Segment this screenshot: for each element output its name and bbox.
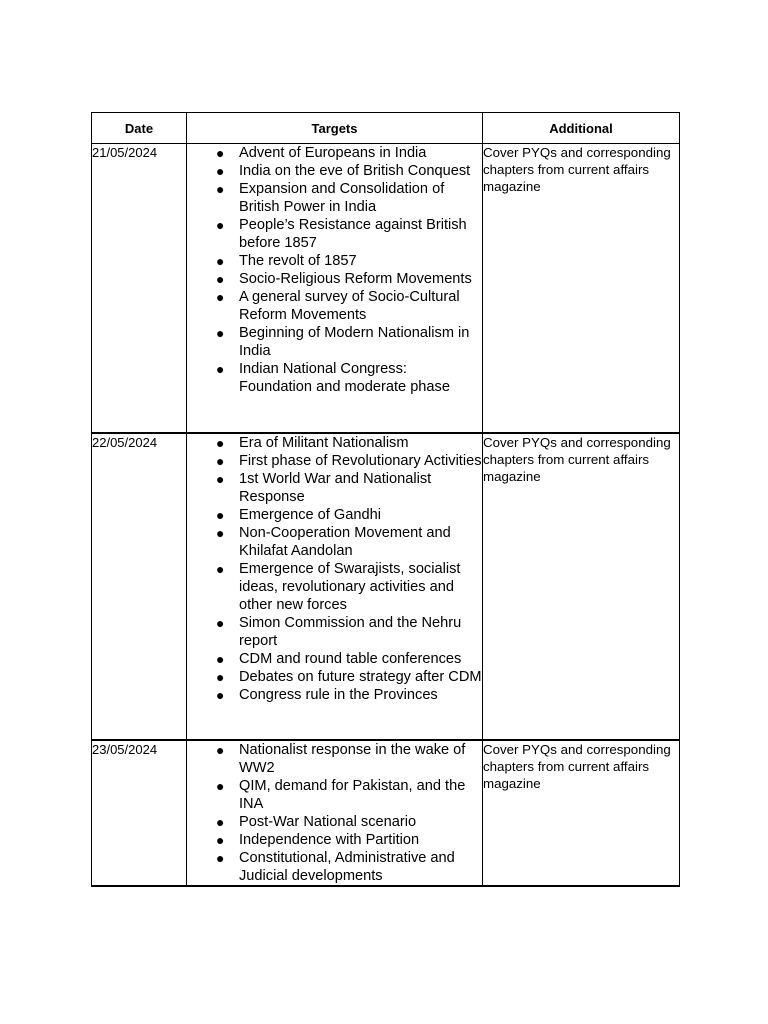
additional-column-header: Additional (483, 113, 680, 144)
target-item-label: First phase of Revolutionary Activities (239, 453, 482, 469)
target-item (187, 434, 482, 452)
target-item (187, 668, 482, 686)
target-item-label: QIM, demand for Pakistan, and the INA (239, 778, 466, 812)
bullet-icon: ● (216, 217, 225, 233)
bullet-icon: ● (216, 525, 225, 541)
target-item-label: Congress rule in the Provinces (239, 687, 438, 703)
table-header-row (92, 113, 680, 144)
bullet-icon: ● (216, 742, 225, 758)
target-item-label: A general survey of Socio-Cultural Reform Movements (239, 289, 460, 323)
target-item (187, 180, 482, 216)
target-item (187, 270, 482, 288)
bullet-icon: ● (216, 145, 225, 161)
table-row (92, 433, 680, 740)
target-item (187, 560, 482, 614)
additional-cell: Cover PYQs and corresponding chapters from current affairs magazine (483, 433, 680, 740)
target-item (187, 813, 482, 831)
bullet-icon: ● (216, 163, 225, 179)
target-item-label: The revolt of 1857 (239, 253, 357, 269)
target-item (187, 288, 482, 324)
target-item-label: Advent of Europeans in India (239, 145, 427, 161)
bullet-icon: ● (216, 507, 225, 523)
bullet-icon: ● (216, 615, 225, 631)
bullet-icon: ● (216, 832, 225, 848)
additional-cell: Cover PYQs and corresponding chapters from current affairs magazine (483, 740, 680, 886)
target-item-label: CDM and round table conferences (239, 651, 462, 667)
target-item-label: People’s Resistance against British before 1857 (239, 217, 467, 251)
target-item (187, 324, 482, 360)
targets-cell (187, 433, 483, 740)
bullet-icon: ● (216, 669, 225, 685)
target-item-label: Socio-Religious Reform Movements (239, 271, 472, 287)
bullet-icon: ● (216, 361, 225, 377)
study-plan-table (91, 112, 680, 887)
target-item (187, 252, 482, 270)
bullet-icon: ● (216, 778, 225, 794)
table-row (92, 740, 680, 886)
target-item (187, 614, 482, 650)
target-item (187, 216, 482, 252)
target-item-label: Non-Cooperation Movement and Khilafat Aandolan (239, 525, 451, 559)
bullet-icon: ● (216, 471, 225, 487)
bullet-icon: ● (216, 651, 225, 667)
target-item-label: Emergence of Swarajists, socialist ideas, revolutionary activities and other new forces (239, 561, 461, 613)
date-cell: 23/05/2024 (92, 740, 187, 886)
target-item-label: 1st World War and Nationalist Response (239, 471, 432, 505)
target-item (187, 506, 482, 524)
bullet-icon: ● (216, 325, 225, 341)
target-item (187, 849, 482, 885)
bullet-icon: ● (216, 561, 225, 577)
target-item-label: Emergence of Gandhi (239, 507, 381, 523)
target-item-label: Post-War National scenario (239, 814, 417, 830)
bullet-icon: ● (216, 289, 225, 305)
target-item (187, 144, 482, 162)
date-cell: 21/05/2024 (92, 144, 187, 434)
target-item-label: India on the eve of British Conquest (239, 163, 471, 179)
target-item (187, 162, 482, 180)
target-item (187, 831, 482, 849)
target-item (187, 470, 482, 506)
bullet-icon: ● (216, 435, 225, 451)
targets-list (187, 741, 482, 885)
target-item-label: Beginning of Modern Nationalism in India (239, 325, 470, 359)
bullet-icon: ● (216, 271, 225, 287)
bullet-icon: ● (216, 687, 225, 703)
target-item (187, 777, 482, 813)
table-row (92, 144, 680, 434)
bullet-icon: ● (216, 814, 225, 830)
target-item (187, 650, 482, 668)
target-item-label: Debates on future strategy after CDM (239, 669, 482, 685)
targets-cell (187, 740, 483, 886)
target-item-label: Simon Commission and the Nehru report (239, 615, 462, 649)
additional-cell: Cover PYQs and corresponding chapters from current affairs magazine (483, 144, 680, 434)
bullet-icon: ● (216, 253, 225, 269)
target-item (187, 452, 482, 470)
target-item-label: Nationalist response in the wake of WW2 (239, 742, 466, 776)
bullet-icon: ● (216, 181, 225, 197)
date-cell: 22/05/2024 (92, 433, 187, 740)
bullet-icon: ● (216, 850, 225, 866)
targets-cell (187, 144, 483, 434)
bullet-icon: ● (216, 453, 225, 469)
target-item (187, 360, 482, 396)
targets-list (187, 144, 482, 396)
date-column-header: Date (92, 113, 187, 144)
target-item (187, 524, 482, 560)
target-item-label: Independence with Partition (239, 832, 420, 848)
target-item-label: Constitutional, Administrative and Judicial developments (239, 850, 455, 884)
target-item-label: Expansion and Consolidation of British Power in India (239, 181, 445, 215)
targets-list (187, 434, 482, 704)
target-item-label: Era of Militant Nationalism (239, 435, 409, 451)
targets-column-header: Targets (187, 113, 483, 144)
target-item-label: Indian National Congress: Foundation and moderate phase (239, 361, 450, 395)
target-item (187, 686, 482, 704)
target-item (187, 741, 482, 777)
